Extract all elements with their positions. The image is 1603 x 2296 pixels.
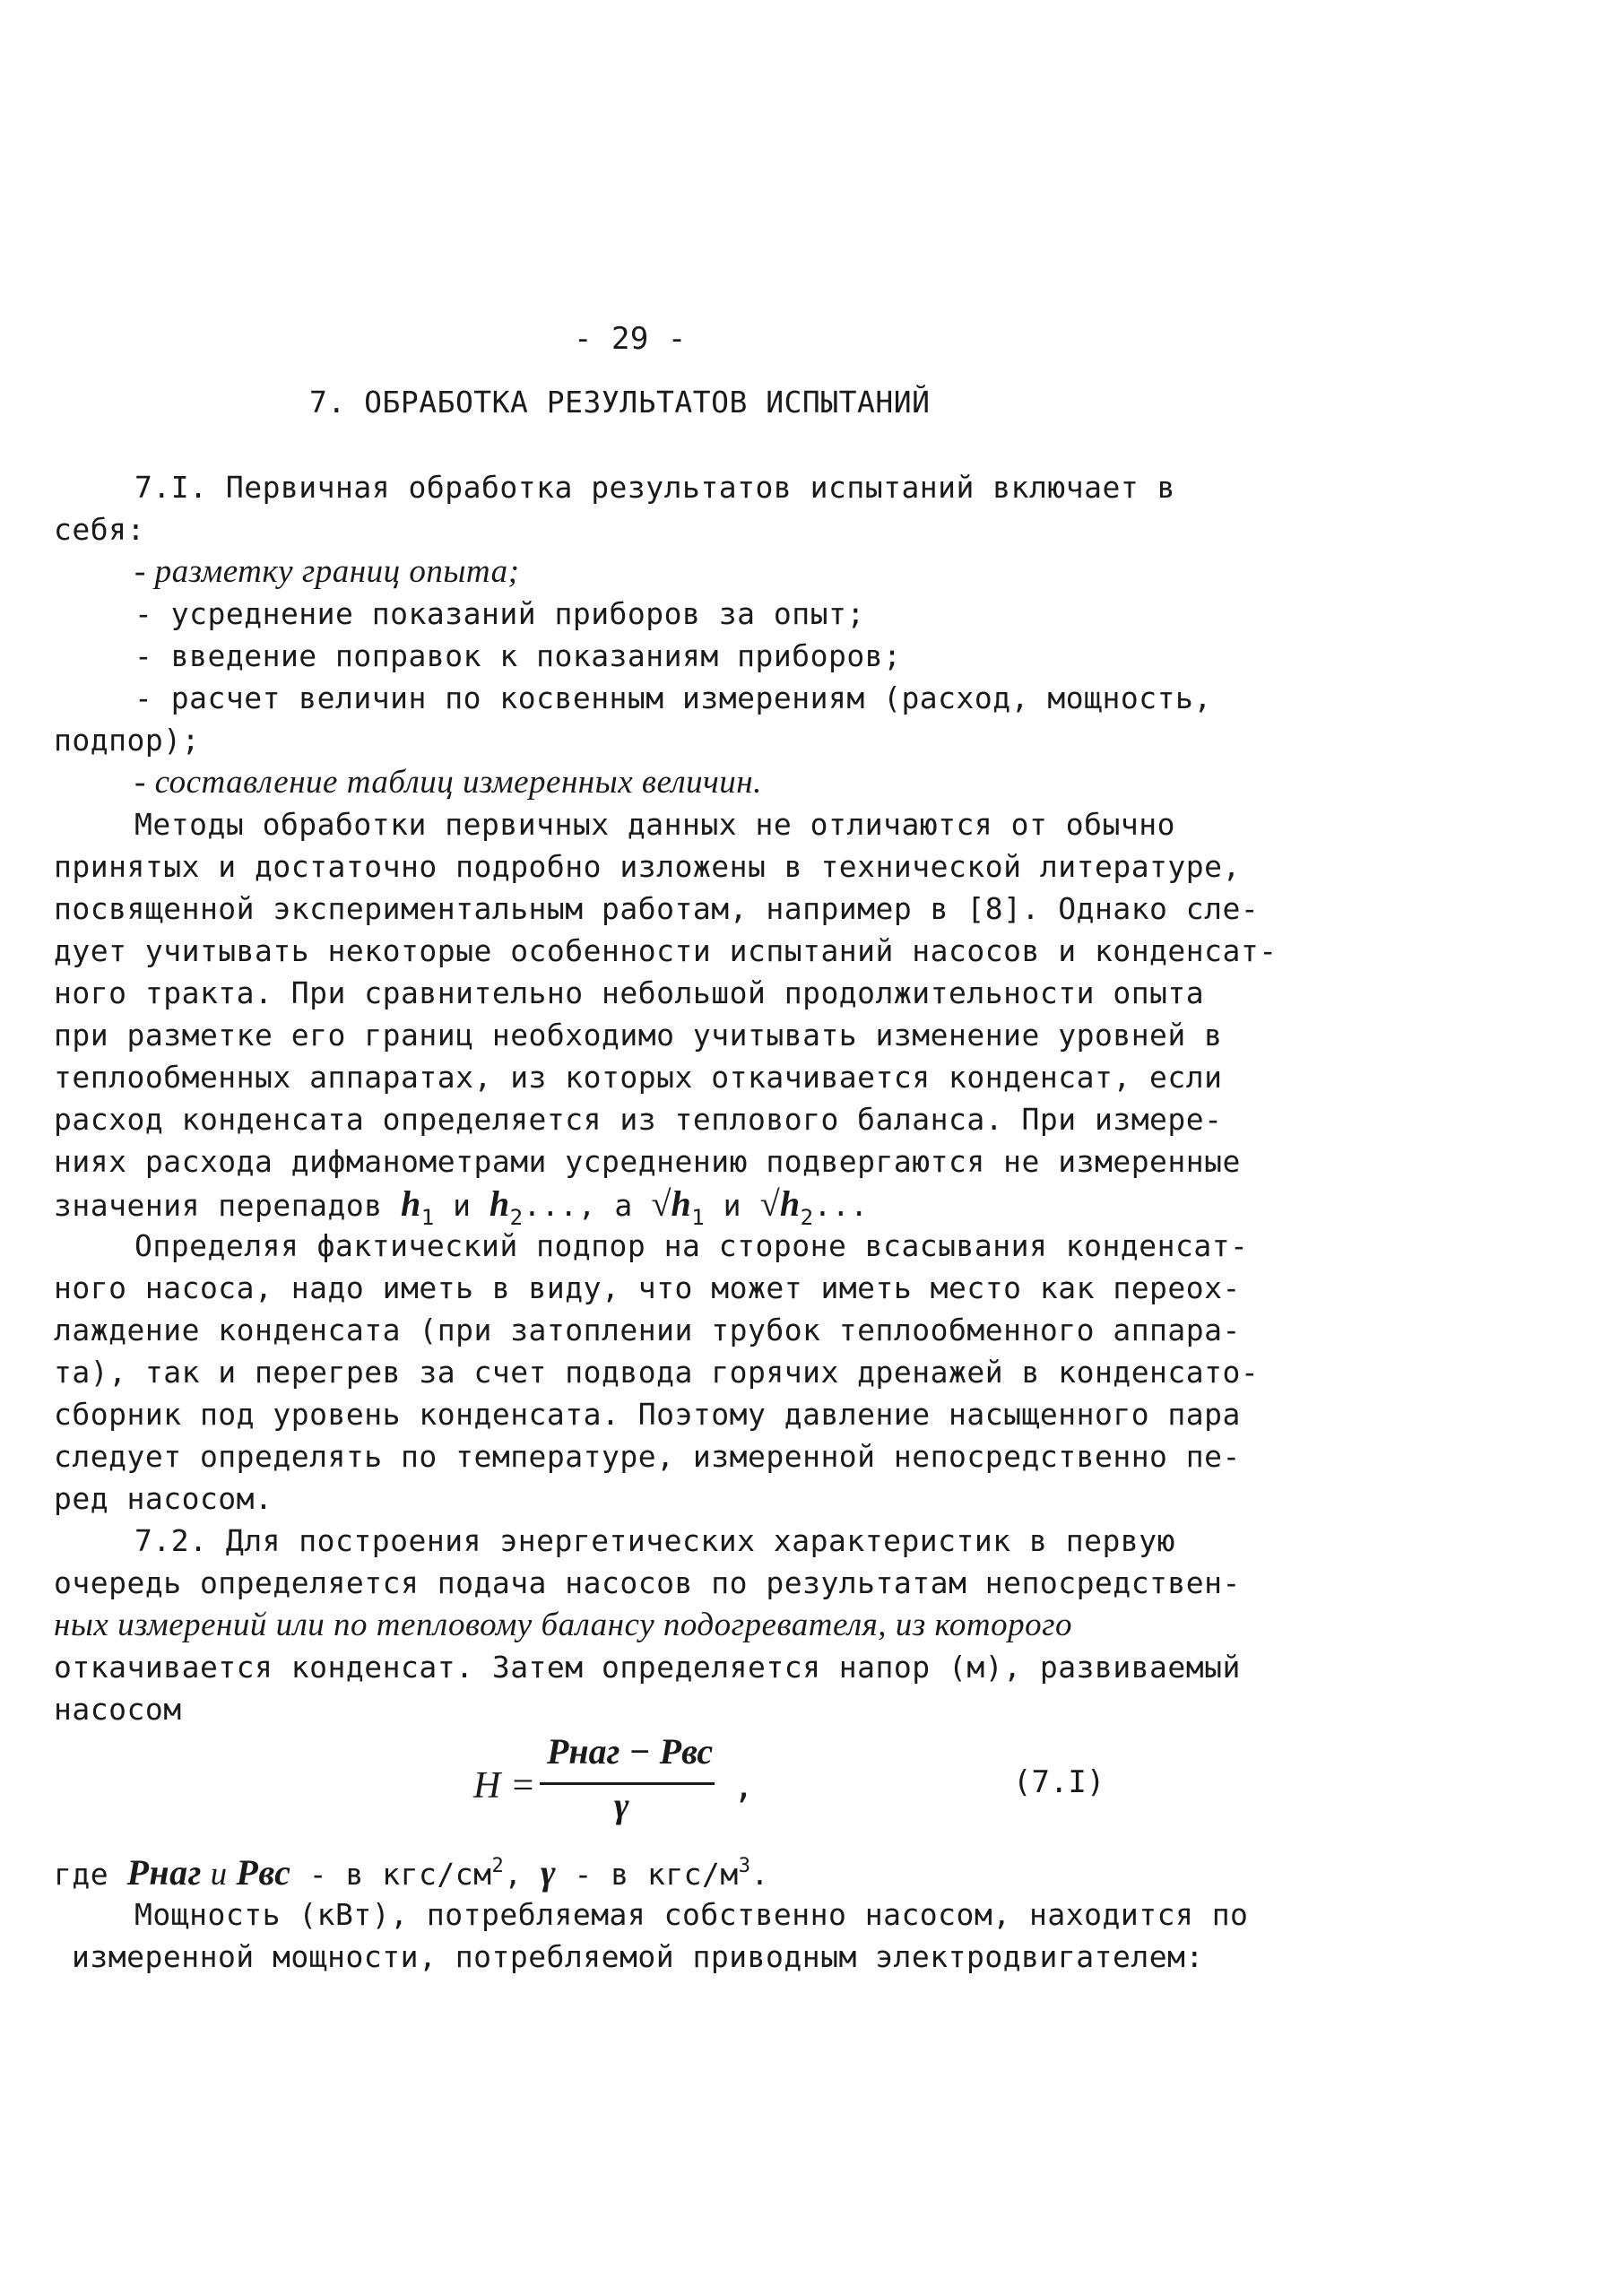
where-clause (54, 1851, 769, 1900)
text-fragment: - в кгс/см (290, 1857, 492, 1892)
text-fragment: , (504, 1857, 541, 1892)
text-fragment: . (750, 1857, 769, 1892)
subscript: 2 (800, 1205, 814, 1230)
superscript: 3 (738, 1855, 751, 1877)
paragraph-line: ного насоса, надо иметь в виду, что может иметь место как переох- (54, 1270, 1241, 1305)
text-fragment: и (434, 1188, 490, 1223)
paragraph-line: ред насосом. (54, 1481, 273, 1516)
symbol-h: h (401, 1183, 421, 1224)
symbol-p-vs: Pвс (236, 1852, 291, 1893)
paragraph-7-2-line: ных измерений или по тепловому балансу подогревателя, из которого (54, 1607, 1073, 1643)
superscript: 2 (491, 1855, 505, 1877)
text-fragment: и (201, 1856, 237, 1893)
paragraph-7-2-line: откачивается конденсат. Затем определяется напор (м), развиваемый (54, 1650, 1241, 1685)
paragraph-line: дует учитывать некоторые особенности испытаний насосов и конденсат- (54, 933, 1278, 968)
list-item: - разметку границ опыта; (134, 553, 520, 590)
subscript: 1 (691, 1205, 706, 1230)
page-number: - 29 - (574, 321, 687, 357)
paragraph-line: ниях расхода дифманометрами усреднению подвергаются не измеренные (54, 1144, 1241, 1179)
paragraph-7-1-line: 7.I. Первичная обработка результатов испытаний включает в (134, 470, 1175, 505)
paragraph-line: следует определять по температуре, измеренной непосредственно пе- (54, 1439, 1241, 1474)
paragraph-line: измеренной мощности, потребляемой приводным электродвигателем: (72, 1939, 1204, 1974)
formula-denominator: γ (614, 1785, 629, 1825)
text-fragment: ..., а (523, 1188, 652, 1223)
subscript: 2 (509, 1205, 524, 1230)
paragraph-line: та), так и перегрев за счет подвода горячих дренажей в конденсато- (54, 1355, 1260, 1390)
paragraph-line: посвященной экспериментальным работам, например в [8]. Однако сле- (54, 891, 1260, 926)
list-item: - составление таблиц измеренных величин. (134, 764, 762, 801)
paragraph-7-2-line: очередь определяется подача насосов по результатам непосредствен- (54, 1565, 1241, 1600)
formula-lhs: H = (473, 1765, 536, 1806)
paragraph-line: при разметке его границ необходимо учитывать изменение уровней в (54, 1018, 1223, 1053)
head-formula (466, 1730, 1105, 1838)
paragraph-line: сборник под уровень конденсата. Поэтому давление насыщенного пара (54, 1397, 1241, 1432)
paragraph-line: ного тракта. При сравнительно небольшой продолжительности опыта (54, 975, 1205, 1010)
paragraph-line-with-math (54, 1183, 869, 1230)
formula-numerator: Pнаг − Pвс (547, 1731, 714, 1772)
paragraph-line: Методы обработки первичных данных не отличаются от обычно (134, 807, 1175, 842)
list-item: - усреднение показаний приборов за опыт; (134, 596, 865, 631)
paragraph-7-2-line: насосом (54, 1692, 182, 1727)
paragraph-line: расход конденсата определяется из теплового баланса. При измере- (54, 1102, 1223, 1137)
subscript: 1 (420, 1205, 435, 1230)
symbol-root-h: √h (651, 1183, 692, 1224)
paragraph-line: Определяя фактический подпор на стороне всасывания конденсат- (134, 1228, 1249, 1263)
text-fragment: и (705, 1188, 760, 1223)
text-fragment: значения перепадов (54, 1188, 401, 1223)
symbol-p-nag: Pнаг (126, 1852, 202, 1893)
list-item: - расчет величин по косвенным измерениям (расход, мощность, (134, 680, 1212, 715)
text-fragment: где (54, 1857, 127, 1892)
text-fragment: - в кгс/м (556, 1857, 739, 1892)
paragraph-line: Мощность (кВт), потребляемая собственно насосом, находится по (134, 1897, 1249, 1932)
paragraph-line: принятых и достаточно подробно изложены в технической литературе, (54, 849, 1241, 884)
symbol-h: h (489, 1183, 510, 1224)
list-item: - введение поправок к показаниям приборов; (134, 638, 902, 673)
symbol-root-h: √h (759, 1183, 801, 1224)
paragraph-line: теплообменных аппаратах, из которых откачивается конденсат, если (54, 1060, 1223, 1095)
paragraph-7-1-line: себя: (54, 512, 145, 547)
equation-number: (7.I) (1013, 1764, 1105, 1800)
paragraph-7-2-line: 7.2. Для построения энергетических характеристик в первую (134, 1523, 1175, 1558)
paragraph-line: лаждение конденсата (при затоплении трубок теплообменного аппара- (54, 1313, 1241, 1347)
text-fragment: ... (813, 1188, 869, 1223)
section-heading: 7. ОБРАБОТКА РЕЗУЛЬТАТОВ ИСПЫТАНИЙ (309, 385, 931, 420)
list-item-continuation: подпор); (54, 723, 200, 758)
formula-comma: , (733, 1766, 754, 1806)
symbol-gamma: γ (540, 1852, 557, 1893)
